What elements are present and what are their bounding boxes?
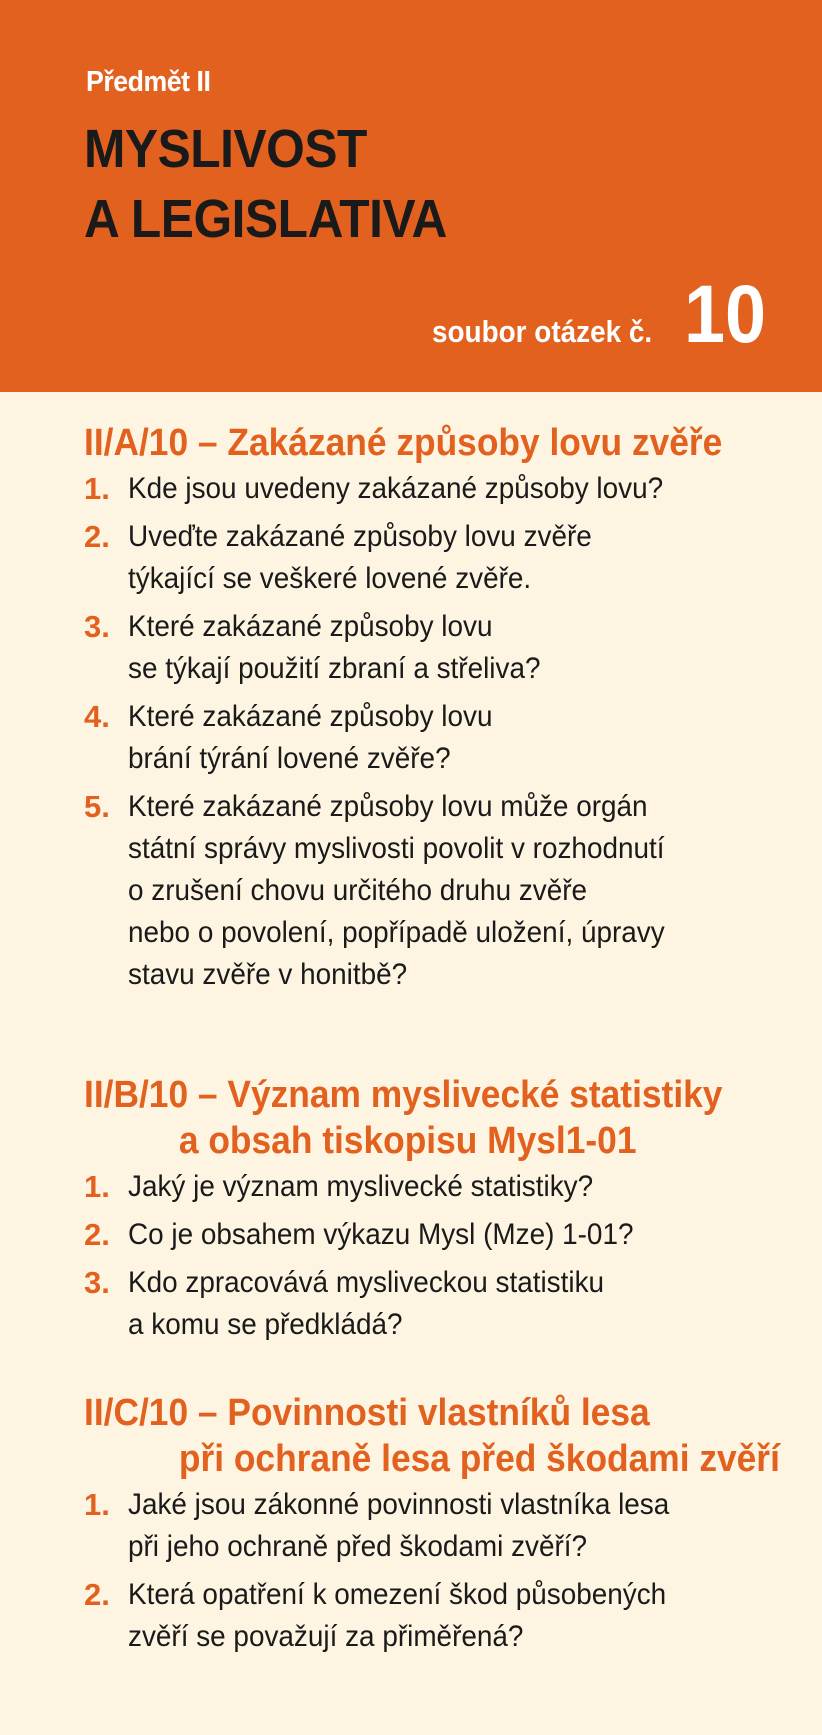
- question-number: 1.: [84, 471, 110, 506]
- question-number: 2.: [84, 519, 110, 554]
- question-item: [0, 516, 768, 600]
- question-number: 2.: [84, 1577, 110, 1612]
- section-heading-line-2: a obsah tiskopisu Mysl1-01: [178, 1120, 637, 1162]
- question-item: [0, 468, 768, 510]
- question-item: [0, 786, 768, 996]
- question-set-number: 10: [684, 269, 767, 360]
- question-line: brání týrání lovené zvěře?: [128, 742, 451, 775]
- question-text: [128, 606, 779, 690]
- question-text: [128, 1574, 779, 1658]
- section-heading-line-2: při ochraně lesa před škodami zvěří: [178, 1438, 780, 1480]
- question-line: týkající se veškeré lovené zvěře.: [128, 562, 532, 595]
- title-line-2: A LEGISLATIVA: [84, 189, 447, 249]
- question-text: [128, 516, 779, 600]
- question-line: Kde jsou uvedeny zakázané způsoby lovu?: [128, 472, 664, 505]
- question-line: Jaké jsou zákonné povinnosti vlastníka lesa: [128, 1488, 670, 1521]
- question-number: 5.: [84, 789, 110, 824]
- question-item: [0, 1484, 768, 1568]
- section-b: [0, 1072, 822, 1352]
- question-list: [0, 468, 822, 996]
- section-heading: [84, 1390, 809, 1482]
- question-item: [0, 606, 768, 690]
- question-line: nebo o povolení, popřípadě uložení, úpravy: [128, 916, 665, 949]
- question-line: státní správy myslivosti povolit v rozhodnutí: [128, 832, 665, 865]
- question-number: 4.: [84, 699, 110, 734]
- question-line: Které zakázané způsoby lovu: [128, 700, 493, 733]
- question-line: se týkají použití zbraní a střeliva?: [128, 652, 541, 685]
- question-line: Které zakázané způsoby lovu může orgán: [128, 790, 648, 823]
- question-line: při jeho ochraně před škodami zvěří?: [128, 1530, 588, 1563]
- section-heading: [84, 420, 809, 466]
- question-item: [0, 696, 768, 780]
- question-text: [128, 1484, 779, 1568]
- question-line: Uveďte zakázané způsoby lovu zvěře: [128, 520, 592, 553]
- question-item: [0, 1166, 768, 1208]
- subject-label: Předmět II: [86, 66, 211, 98]
- question-set-label: soubor otázek č.: [432, 314, 653, 349]
- section-a: [0, 420, 822, 1002]
- header-banner: [0, 0, 822, 392]
- question-number: 3.: [84, 1265, 110, 1300]
- question-item: [0, 1574, 768, 1658]
- question-number: 1.: [84, 1169, 110, 1204]
- question-line: stavu zvěře v honitbě?: [128, 958, 408, 991]
- question-number: 1.: [84, 1487, 110, 1522]
- question-line: Která opatření k omezení škod působených: [128, 1578, 667, 1611]
- question-text: [128, 1166, 779, 1208]
- question-text: [128, 1262, 779, 1346]
- question-line: zvěří se považují za přiměřená?: [128, 1620, 524, 1653]
- question-item: [0, 1214, 768, 1256]
- question-text: [128, 696, 779, 780]
- section-c: [0, 1390, 822, 1664]
- section-heading-line-1: II/B/10 – Význam myslivecké statistiky: [84, 1074, 723, 1116]
- question-line: Kdo zpracovává mysliveckou statistiku: [128, 1266, 605, 1299]
- question-text: [128, 1214, 779, 1256]
- title-line-1: MYSLIVOST: [84, 119, 367, 179]
- question-line: Které zakázané způsoby lovu: [128, 610, 493, 643]
- question-number: 3.: [84, 609, 110, 644]
- section-heading-line-1: II/A/10 – Zakázané způsoby lovu zvěře: [84, 422, 723, 464]
- section-heading-line-1: II/C/10 – Povinnosti vlastníků lesa: [84, 1392, 650, 1434]
- question-line: a komu se předkládá?: [128, 1308, 403, 1341]
- question-line: o zrušení chovu určitého druhu zvěře: [128, 874, 588, 907]
- question-text: [128, 468, 779, 510]
- question-text: [128, 786, 779, 996]
- question-number: 2.: [84, 1217, 110, 1252]
- question-item: [0, 1262, 768, 1346]
- question-list: [0, 1166, 822, 1346]
- question-line: Co je obsahem výkazu Mysl (Mze) 1-01?: [128, 1218, 634, 1251]
- section-heading: [84, 1072, 809, 1164]
- question-list: [0, 1484, 822, 1658]
- question-line: Jaký je význam myslivecké statistiky?: [128, 1170, 594, 1203]
